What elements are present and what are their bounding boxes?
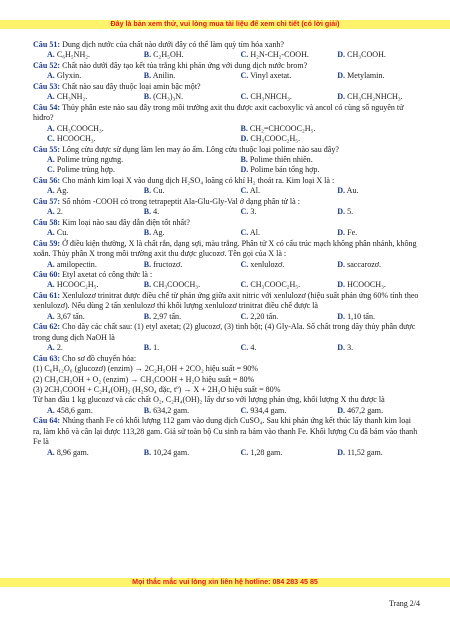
answer-option — [227, 165, 421, 175]
option-text: 2. — [56, 343, 63, 353]
answer-option — [33, 343, 130, 353]
option-text: 11,52 gam. — [347, 447, 383, 457]
question-number: Câu 51: — [33, 40, 61, 49]
option-letter: A. — [47, 259, 55, 269]
option-text: 1. — [153, 343, 160, 353]
answer-row — [33, 312, 420, 322]
answer-option — [227, 50, 324, 60]
question-stem — [33, 291, 420, 312]
option-letter: B. — [143, 50, 152, 60]
option-letter: C. — [240, 50, 249, 60]
option-letter: A. — [47, 311, 55, 321]
option-text: Cu. — [56, 228, 69, 238]
answer-option — [130, 228, 227, 238]
answer-option — [33, 124, 227, 134]
answer-option — [323, 312, 420, 322]
answer-option — [227, 280, 324, 290]
option-text: 8,96 gam. — [56, 447, 89, 457]
option-text: CH₃COOCH₃. — [56, 123, 104, 133]
option-text: HCOOCH₃. — [347, 280, 386, 290]
question-block — [33, 218, 420, 239]
option-text: xenlulozơ. — [250, 259, 285, 269]
option-letter: D. — [337, 207, 346, 217]
question-stem — [33, 239, 420, 260]
question-block — [33, 61, 420, 82]
option-letter: C. — [240, 280, 249, 290]
option-text: Glyxin. — [56, 71, 82, 81]
answer-option — [227, 260, 324, 270]
question-text: Thủy phân este nào sau đây trong môi trường axit thu được axit cacboxylic và ancol có cùng số nguyên tử hiđro? — [33, 102, 404, 123]
question-number: Câu 57: — [33, 196, 61, 206]
question-block — [33, 145, 420, 176]
question-text: Cho dãy các chất sau: (1) etyl axetat; (2) glucozơ, (3) tinh bột; (4) Gly-Ala. Số chất trong dãy thủy phân được trong dung dịch NaOH là — [33, 322, 416, 342]
question-stem — [33, 322, 420, 343]
option-letter: A. — [47, 154, 55, 164]
option-text: 3,67 tấn. — [56, 311, 85, 321]
answer-option — [323, 71, 420, 81]
option-letter: C. — [47, 165, 55, 175]
option-text: 2,20 tấn. — [250, 311, 279, 321]
option-text: Fe. — [347, 228, 358, 238]
option-letter: B. — [143, 259, 152, 269]
question-stem — [33, 145, 420, 155]
option-letter: A. — [47, 71, 55, 81]
option-letter: D. — [240, 165, 249, 175]
option-letter: C. — [240, 186, 249, 196]
answer-option — [33, 186, 130, 196]
option-text: 5. — [347, 207, 354, 217]
option-text: H₂N-CH₂-COOH. — [250, 50, 309, 60]
option-letter: D. — [337, 405, 346, 415]
answer-option — [130, 260, 227, 270]
option-text: CH₃CH₂NHCH₃. — [347, 92, 403, 102]
option-letter: B. — [143, 207, 152, 217]
option-text: amilopectin. — [56, 259, 97, 269]
answer-option — [130, 280, 227, 290]
question-block — [33, 40, 420, 61]
reaction-line: (3) 2CH₃COOH + C₂H₄(OH)₂ (H₂SO₄ đặc, tº) → X + 2H₂O hiệu suất = 80% — [33, 384, 281, 394]
option-text: Anilin. — [152, 71, 176, 81]
option-text: Polime thiên nhiên. — [249, 154, 313, 164]
question-block — [33, 291, 420, 322]
option-text: CH₂=CHCOOC₂H₅. — [249, 123, 316, 133]
answer-option — [323, 92, 420, 102]
question-block — [33, 239, 420, 270]
answer-option — [323, 228, 420, 238]
question-number: Câu 64: — [33, 416, 61, 426]
answer-row — [33, 343, 420, 353]
answer-option — [33, 260, 130, 270]
option-text: CH₃COOH. — [347, 50, 386, 60]
answer-option — [130, 343, 227, 353]
option-letter: C. — [47, 134, 55, 144]
answer-option — [323, 207, 420, 217]
hotline-text: Mọi thắc mắc vui lòng xin liên hệ hotline: 084 283 45 85 — [132, 578, 318, 586]
option-letter: D. — [337, 50, 346, 60]
answer-option — [130, 312, 227, 322]
answer-option — [227, 71, 324, 81]
option-letter: B. — [143, 405, 152, 415]
question-text: Etyl axetat có công thức là : — [62, 269, 153, 279]
option-text: 467,2 gam. — [347, 405, 384, 415]
question-block — [33, 103, 420, 145]
answer-option — [130, 406, 227, 416]
answer-row — [33, 280, 420, 290]
answer-row — [33, 186, 420, 196]
option-text: saccarozơ. — [347, 259, 382, 269]
option-text: 2,97 tấn. — [153, 311, 182, 321]
option-text: 3. — [250, 207, 257, 217]
answer-option — [227, 186, 324, 196]
option-letter: B. — [143, 92, 152, 102]
answer-option — [33, 312, 130, 322]
question-number: Câu 52: — [33, 60, 61, 70]
option-letter: A. — [47, 207, 55, 217]
answer-option — [33, 134, 227, 144]
answer-option — [227, 406, 324, 416]
option-text: C₆H₅NH₂. — [56, 50, 91, 60]
question-list — [33, 40, 420, 458]
answer-option — [33, 165, 227, 175]
option-letter: D. — [337, 311, 346, 321]
preview-notice-banner — [0, 20, 450, 29]
answer-option — [227, 134, 421, 144]
option-letter: C. — [240, 228, 249, 238]
reaction-line: (2) CH₃CH₂OH + O₂ (enzim) → CH₃COOH + H₂O hiệu suất = 80% — [33, 374, 255, 384]
option-letter: B. — [143, 228, 152, 238]
question-stem — [33, 82, 420, 92]
answer-row — [33, 260, 420, 270]
question-stem — [33, 103, 420, 124]
question-block — [33, 176, 420, 197]
question-block — [33, 354, 420, 417]
answer-row — [33, 228, 420, 238]
question-number: Câu 60: — [33, 269, 61, 279]
answer-option — [130, 50, 227, 60]
question-number: Câu 54: — [33, 102, 61, 112]
answer-row — [33, 406, 420, 416]
question-stem — [33, 197, 420, 207]
option-letter: C. — [240, 405, 249, 415]
option-letter: B. — [143, 311, 152, 321]
option-text: 458,6 gam. — [56, 405, 93, 415]
option-letter: A. — [47, 405, 55, 415]
answer-option — [130, 207, 227, 217]
option-letter: A. — [47, 228, 55, 238]
option-letter: D. — [337, 259, 346, 269]
answer-row — [33, 71, 420, 81]
option-letter: C. — [240, 447, 249, 457]
option-text: CH₃COOC₂H₅. — [250, 280, 301, 290]
option-letter: D. — [240, 134, 249, 144]
option-text: C₂H₅OH. — [153, 50, 184, 60]
answer-row — [33, 165, 420, 175]
answer-option — [33, 92, 130, 102]
answer-option — [130, 71, 227, 81]
question-block — [33, 197, 420, 218]
option-text: 4. — [250, 343, 257, 353]
option-letter: B. — [240, 123, 248, 133]
answer-option — [323, 50, 420, 60]
option-text: Vinyl axetat. — [250, 71, 292, 81]
option-text: 4. — [153, 207, 160, 217]
question-block — [33, 416, 420, 458]
question-text: Cho mảnh kim loại X vào dung dịch H₂SO₄ loãng có khí H₂ thoát ra. Kim loại X là : — [62, 175, 335, 185]
answer-option — [323, 280, 420, 290]
option-text: Polime bán tổng hợp. — [250, 165, 320, 175]
option-letter: A. — [47, 50, 55, 60]
question-stem — [33, 354, 420, 364]
hotline-banner — [0, 578, 450, 587]
option-letter: A. — [47, 447, 55, 457]
option-text: CH₃NHCH₃. — [250, 92, 292, 102]
option-text: Polime trùng hợp. — [56, 165, 115, 175]
option-text: (CH₃)₃N. — [153, 92, 184, 102]
option-text: 634,2 gam. — [153, 405, 190, 415]
question-stem — [33, 416, 420, 447]
answer-option — [33, 155, 227, 165]
question-block — [33, 322, 420, 353]
answer-option — [227, 92, 324, 102]
answer-option — [33, 207, 130, 217]
option-text: CH₃COOCH₃. — [153, 280, 201, 290]
option-text: Polime trùng ngưng. — [56, 154, 124, 164]
option-text: 10,24 gam. — [153, 447, 190, 457]
answer-option — [227, 343, 324, 353]
option-letter: B. — [240, 154, 248, 164]
option-letter: D. — [337, 71, 346, 81]
answer-row — [33, 124, 420, 134]
answer-row — [33, 50, 420, 60]
answer-option — [227, 155, 421, 165]
option-letter: B. — [143, 343, 152, 353]
answer-option — [33, 50, 130, 60]
question-text: Ở điều kiện thường, X là chất rắn, dạng sợi, màu trắng. Phân tử X có cấu trúc mạch không phân nhánh, không xoắn. Thủy phân X trong môi trường axit thu được glucozơ. Tên gọi của X là : — [33, 238, 417, 259]
question-text: Chất nào sau đây thuộc loại amin bậc một? — [62, 81, 201, 91]
option-letter: C. — [240, 207, 249, 217]
question-text: Số nhóm -COOH có trong tetrapeptit Ala-Glu-Gly-Val ở dạng phân tử là : — [62, 196, 300, 206]
option-text: HCOOCH₃. — [56, 134, 96, 144]
option-text: Al. — [249, 228, 260, 238]
question-text: Dung dịch nước của chất nào dưới đây có thể làm quỳ tím hóa xanh? — [62, 40, 284, 49]
question-text: Cho sơ đồ chuyển hóa: — [62, 353, 137, 363]
option-letter: C. — [240, 259, 249, 269]
option-letter: C. — [240, 311, 249, 321]
option-letter: D. — [337, 92, 346, 102]
option-text: 1,28 gam. — [250, 447, 283, 457]
answer-option — [33, 280, 130, 290]
answer-option — [33, 448, 130, 458]
preview-notice-text: Đây là bản xem thử, vui lòng mua tài liệu để xem chi tiết (có lời giải) — [110, 20, 340, 28]
option-letter: C. — [240, 92, 249, 102]
question-number: Câu 59: — [33, 238, 61, 248]
option-text: Cu. — [153, 186, 165, 196]
question-number: Câu 63: — [33, 353, 61, 363]
question-text: Lông cừu được sử dụng làm len may áo ấm. Lông cừu thuộc loại polime nào sau đây? — [62, 144, 339, 154]
option-letter: C. — [240, 343, 249, 353]
answer-option — [323, 406, 420, 416]
option-text: Ag. — [152, 228, 165, 238]
option-letter: A. — [47, 186, 55, 196]
option-text: HCOOC₂H₅. — [56, 280, 99, 290]
answer-row — [33, 134, 420, 144]
option-text: fructozơ. — [153, 259, 183, 269]
answer-option — [323, 343, 420, 353]
answer-option — [323, 448, 420, 458]
question-number: Câu 53: — [33, 81, 61, 91]
answer-option — [323, 260, 420, 270]
answer-option — [227, 124, 421, 134]
option-text: Au. — [346, 186, 359, 196]
option-letter: B. — [143, 280, 152, 290]
answer-option — [130, 92, 227, 102]
option-letter: A. — [47, 92, 55, 102]
answer-option — [33, 406, 130, 416]
page-number: Trang 2/4 — [388, 599, 420, 608]
option-letter: A. — [47, 343, 55, 353]
answer-option — [227, 312, 324, 322]
question-text: Chất nào dưới đây tạo kết tủa trắng khi phản ứng với dung dịch nước brom? — [62, 60, 308, 70]
option-text: CH₃COOC₂H₅. — [250, 134, 301, 144]
question-number: Câu 55: — [33, 144, 61, 154]
option-text: 1,10 tấn. — [347, 311, 376, 321]
question-number: Câu 58: — [33, 217, 61, 227]
answer-option — [227, 207, 324, 217]
option-letter: B. — [143, 71, 152, 81]
answer-option — [33, 71, 130, 81]
option-text: CH₃NH₂. — [56, 92, 88, 102]
question-stem — [33, 218, 420, 228]
option-letter: C. — [240, 71, 249, 81]
answer-option — [323, 186, 420, 196]
option-letter: D. — [337, 447, 346, 457]
answer-option — [227, 448, 324, 458]
option-text: 2. — [56, 207, 63, 217]
option-letter: D. — [337, 186, 346, 196]
answer-row — [33, 155, 420, 165]
option-text: 934,4 gam. — [250, 405, 287, 415]
option-letter: D. — [337, 280, 346, 290]
answer-option — [130, 448, 227, 458]
answer-row — [33, 92, 420, 102]
option-letter: D. — [337, 343, 346, 353]
answer-option — [33, 228, 130, 238]
question-text: Nhúng thanh Fe có khối lượng 112 gam vào dung dịch CuSO₄. Sau khi phản ứng kết thúc lấy thanh kim loại ra, làm khô và cân lại được 113,28 gam. Giả sử toàn bộ Cu sinh ra bám vào thanh Fe. Khối lượng Cu đã bám vào thanh Fe là — [33, 416, 418, 447]
answer-option — [227, 228, 324, 238]
question-stem — [33, 176, 420, 186]
answer-row — [33, 207, 420, 217]
option-text: Metylamin. — [347, 71, 385, 81]
reaction-line: (1) C₆H₁₂O₆ (glucozơ) (enzim) → 2C₂H₅OH + 2CO₂ hiệu suất = 90% — [33, 364, 258, 374]
question-number: Câu 61: — [33, 290, 61, 300]
option-text: Ag. — [56, 186, 69, 196]
option-letter: A. — [47, 123, 55, 133]
answer-option — [130, 186, 227, 196]
option-letter: D. — [337, 228, 346, 238]
question-block — [33, 270, 420, 291]
question-text: Xenlulozơ trinitrat được điều chế từ phản ứng giữa axit nitric với xenlulozơ (hiệu suất phản ứng 60% tính theo xenlulozơ). Nếu dùng 2 tấn xenlulozơ thì khối lượng xenlulozơ trinitrat điều chế được là — [33, 290, 419, 311]
option-text: 3. — [347, 343, 354, 353]
question-number: Câu 62: — [33, 322, 61, 332]
answer-row — [33, 448, 420, 458]
option-letter: B. — [143, 186, 152, 196]
question-block — [33, 82, 420, 103]
question-stem — [33, 40, 420, 50]
question-stem — [33, 61, 420, 71]
option-text: Al. — [249, 186, 260, 196]
question-text: Kim loại nào sau đây dẫn điện tốt nhất? — [62, 217, 190, 227]
option-letter: B. — [143, 447, 152, 457]
question-number: Câu 56: — [33, 175, 61, 185]
option-letter: A. — [47, 280, 55, 290]
reaction-line: Từ ban đầu 1 kg glucozơ và các chất O₂, C₂H₄(OH)₂ lấy dư so với lượng phản ứng, khối lượng X thu được là — [33, 395, 385, 405]
question-stem — [33, 270, 420, 280]
